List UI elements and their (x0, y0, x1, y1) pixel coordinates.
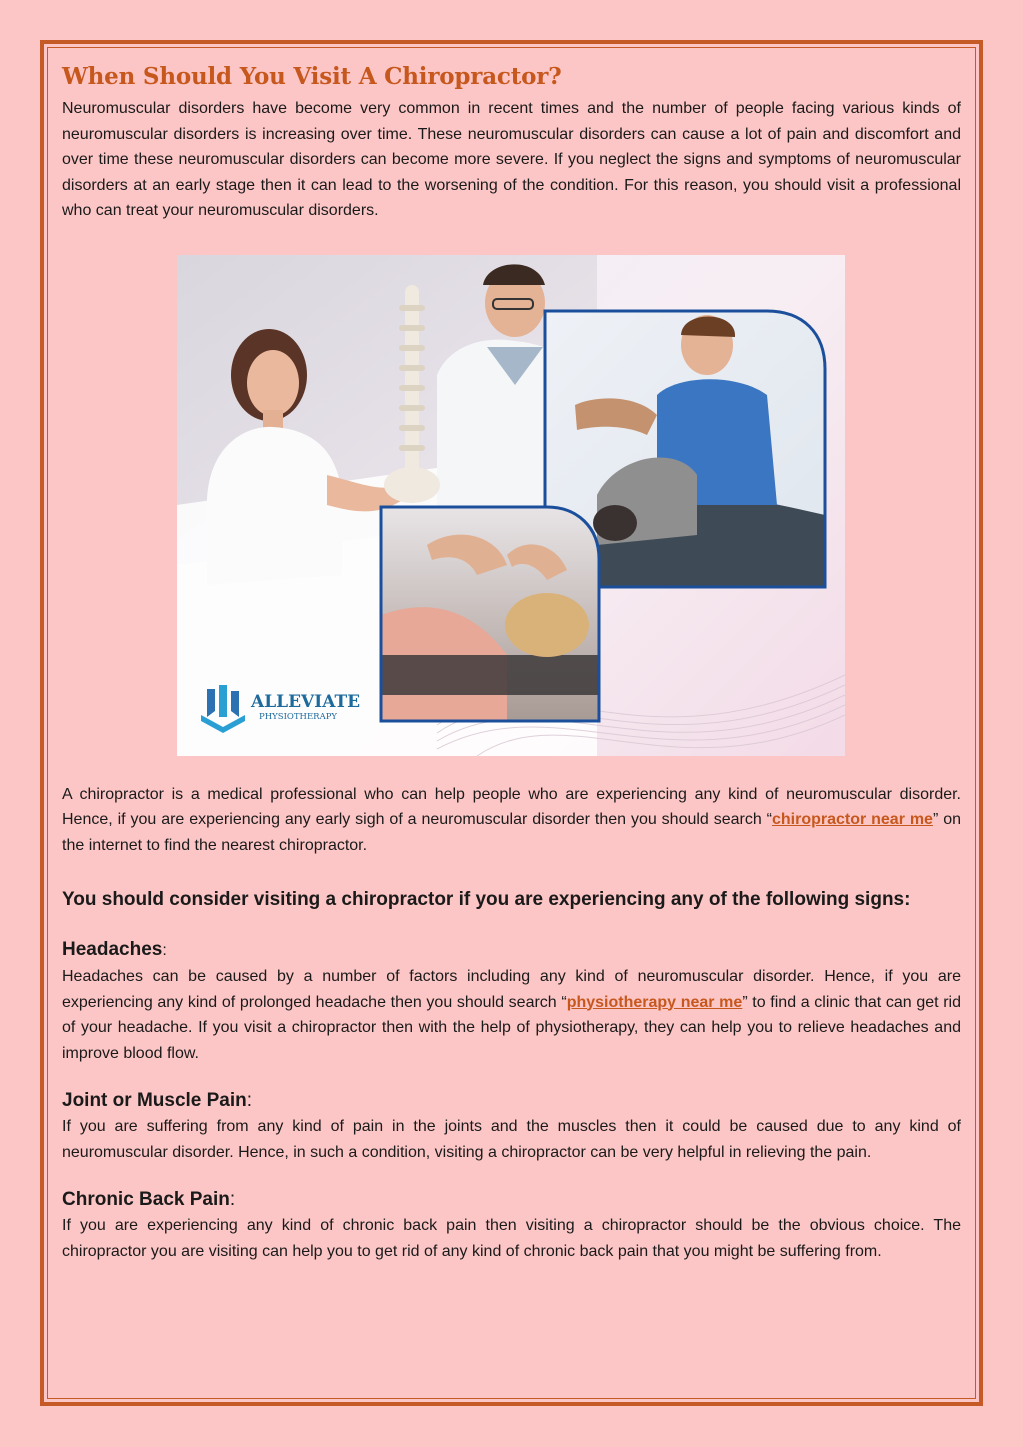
chiropractor-near-me-link[interactable]: chiropractor near me (771, 811, 933, 828)
headaches-text-before: Headaches can be caused by a number of factors including any kind of neuromuscular disorder. Hence, if you are experiencing any kind of prolonged headache then you should search “ (62, 968, 961, 1011)
joint-muscle-pain-heading-colon: : (246, 1090, 253, 1111)
chronic-back-pain-paragraph: If you are experiencing any kind of chronic back pain then visiting a chiropractor should be the obvious choice. The chiropractor you are visiting can help you to get rid of any kind of chronic back pain that you might be suffering from. (62, 1217, 961, 1260)
section-joint-muscle-pain (62, 1088, 961, 1165)
hero-image (177, 255, 845, 756)
headaches-heading (62, 937, 961, 964)
headaches-text-after: ” to find a clinic that can get rid of your headache. If you visit a chiropractor then with the help of physiotherapy, they can help you to relieve headaches and improve blood flow. (62, 993, 962, 1062)
joint-muscle-pain-heading (62, 1088, 961, 1114)
physiotherapy-near-me-link[interactable]: physiotherapy near me (566, 993, 743, 1011)
intro-paragraph: Neuromuscular disorders have become very common in recent times and the number of people facing various kinds of neuromuscular disorders is increasing over time. These neuromuscular disorders can cause a lot of pain and discomfort and over time these neuromuscular disorders can become more severe. If you neglect the signs and symptoms of neuromuscular disorders at an early stage then it can lead to the worsening of the condition. For this reason, you should visit a professional who can treat your neuromuscular disorders. (62, 100, 961, 219)
signs-heading: You should consider visiting a chiropractor if you are experiencing any of the following signs: (62, 889, 911, 910)
headaches-heading-text: Headaches (62, 939, 163, 960)
neck-massage-photo (381, 507, 599, 721)
chronic-back-pain-heading-colon: : (229, 1189, 236, 1210)
headaches-paragraph (62, 964, 961, 1066)
chronic-back-pain-heading (62, 1187, 961, 1213)
chiropractor-text-before: A chiropractor is a medical professional who can help people who are experiencing any kind of neuromuscular disorder. Hence, if you are experiencing any early sigh of a neuromuscular disorder then you should search “ (62, 785, 961, 828)
joint-muscle-pain-heading-text: Joint or Muscle Pain (62, 1090, 247, 1111)
headaches-heading-colon: : (162, 942, 167, 959)
chiropractor-text-after: ” on the internet to find the nearest chiropractor. (62, 811, 961, 854)
section-headaches (62, 937, 961, 1066)
logo-wordmark: ALLEVIATE (251, 691, 361, 712)
logo-subtitle: PHYSIOTHERAPY (259, 711, 338, 722)
section-chronic-back-pain (62, 1187, 961, 1264)
page-title: When Should You Visit A Chiropractor? (62, 63, 562, 90)
article (62, 60, 961, 1264)
hero-illustration (177, 255, 845, 756)
joint-muscle-pain-paragraph: If you are suffering from any kind of pain in the joints and the muscles then it could be caused due to any kind of neuromuscular disorder. Hence, in such a condition, visiting a chiropractor can be very helpful in relieving the pain. (62, 1118, 961, 1161)
chronic-back-pain-heading-text: Chronic Back Pain (62, 1189, 230, 1210)
chiropractor-paragraph (62, 782, 961, 859)
